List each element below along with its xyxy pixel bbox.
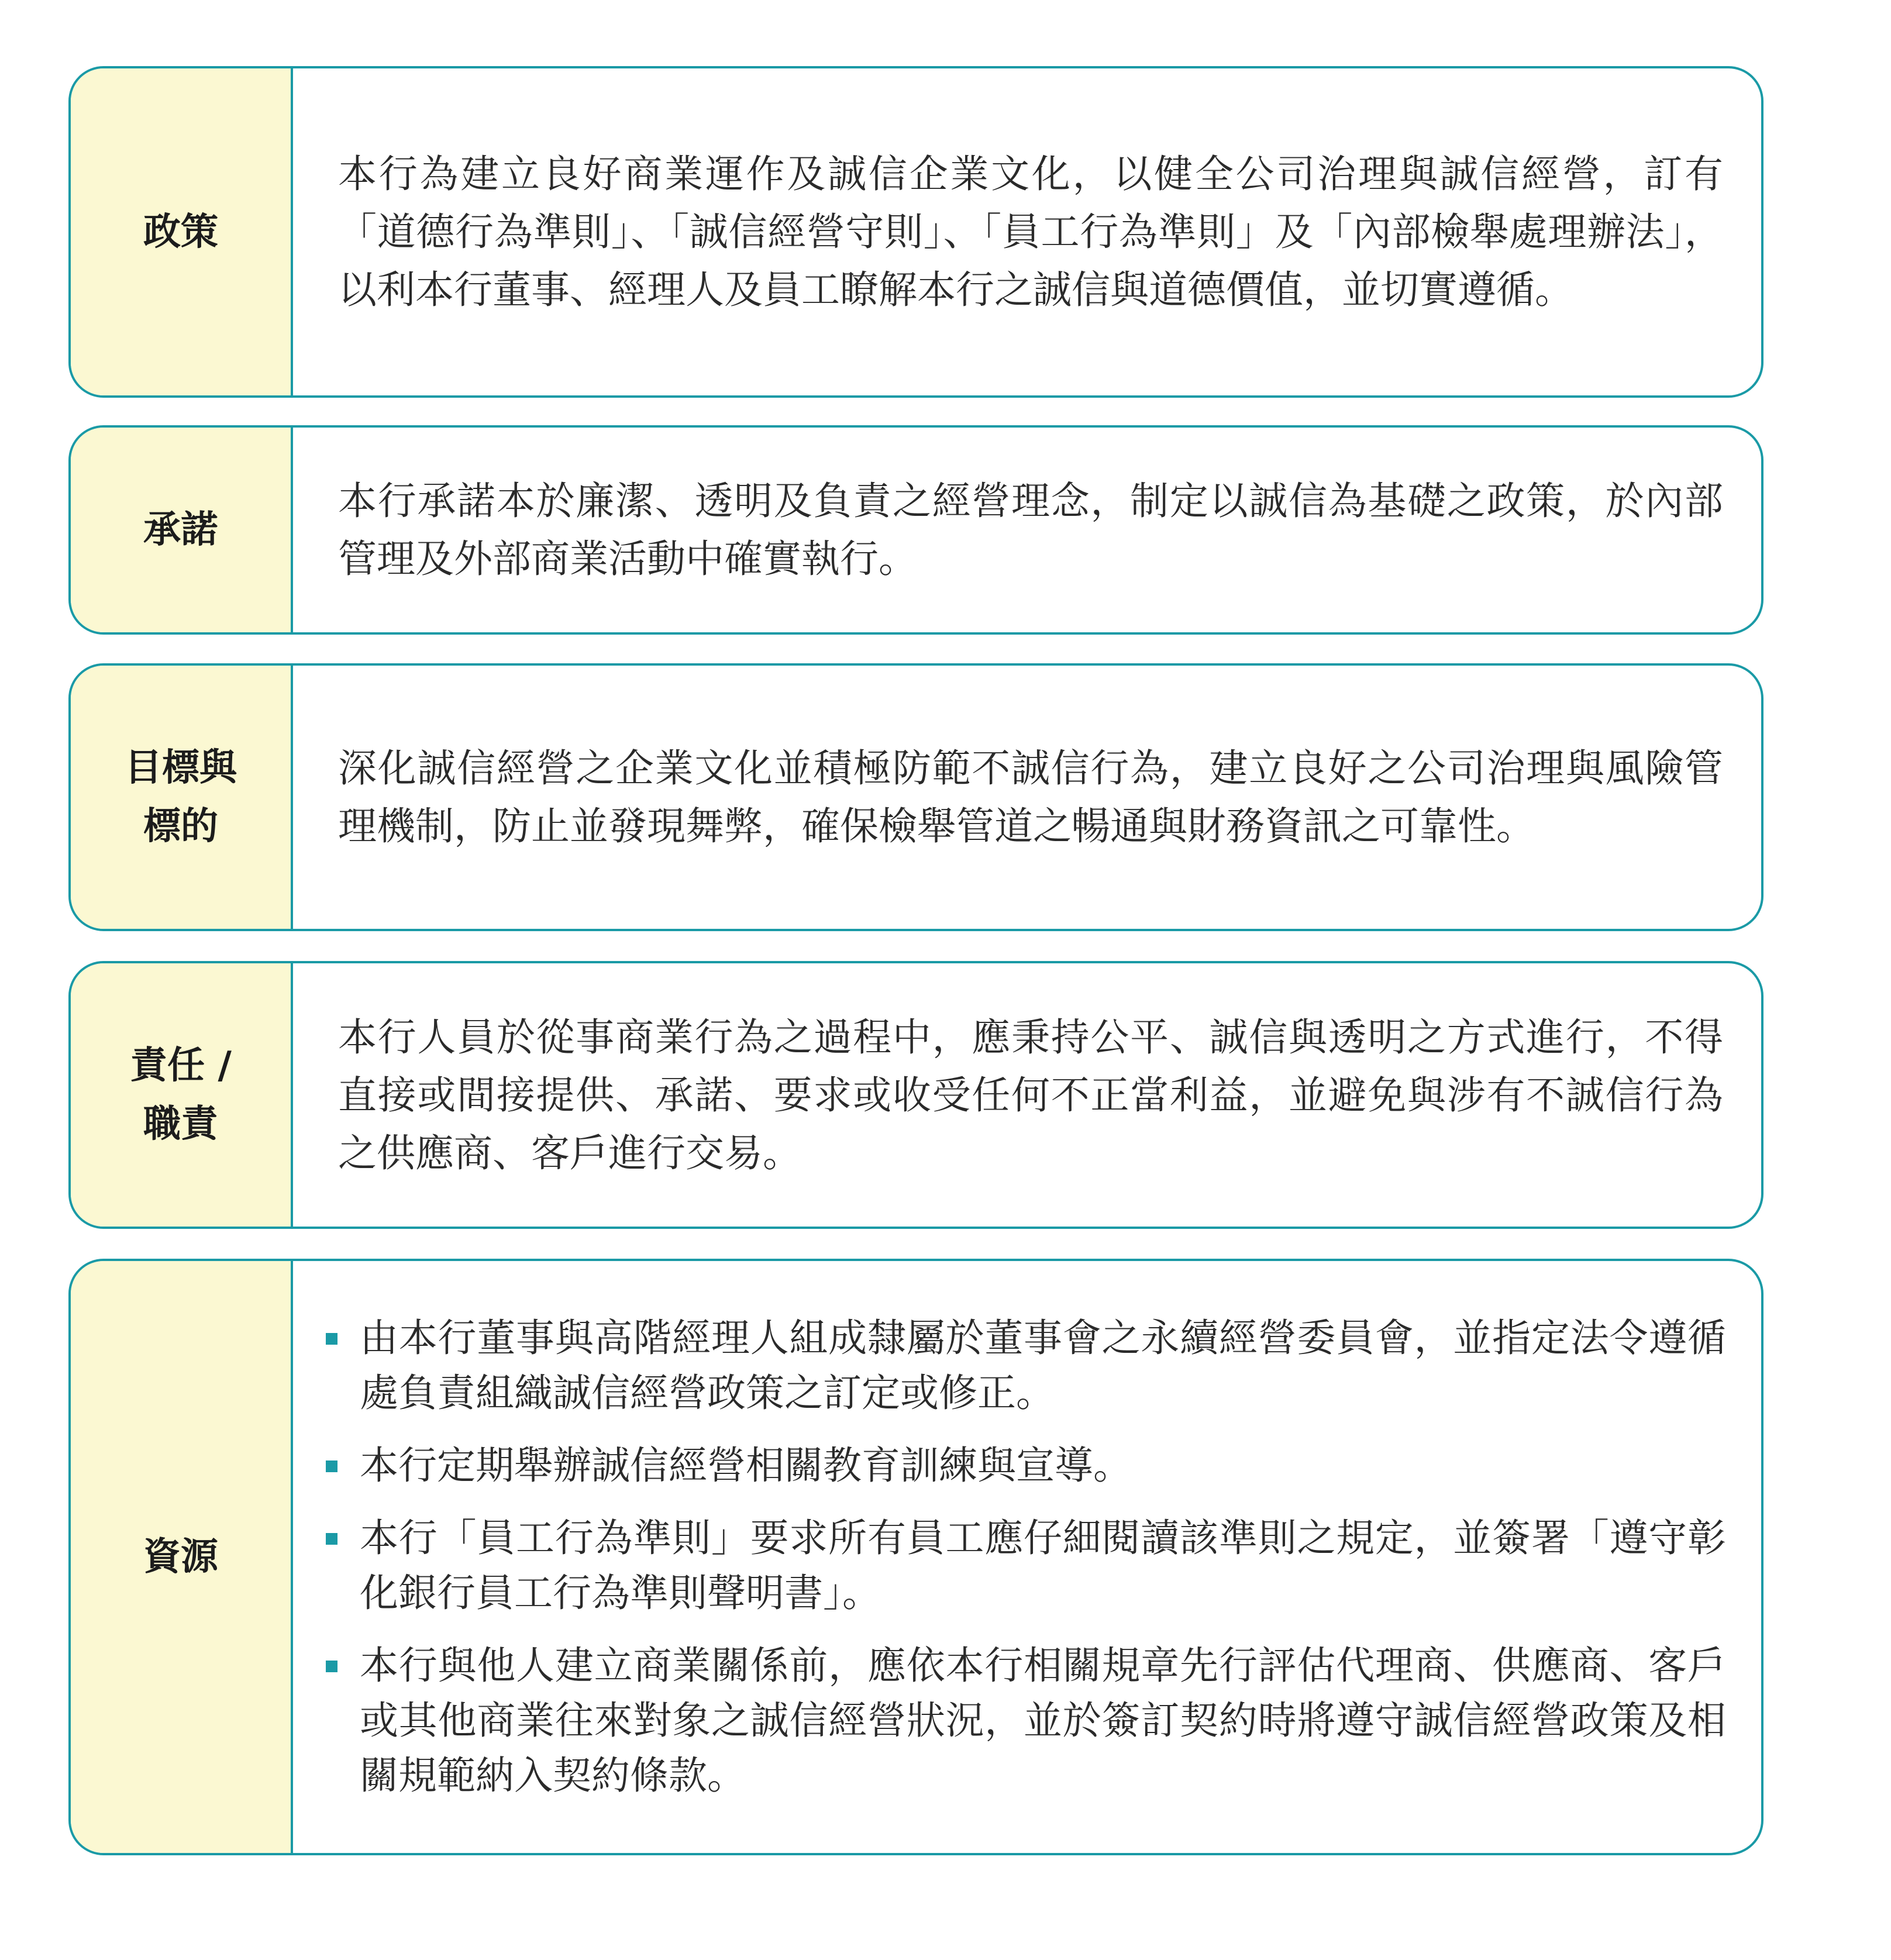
section-body-cell bbox=[293, 666, 1761, 929]
section-text: 本行承諾本於廉潔、透明及負責之經營理念，制定以誠信為基礎之政策，於內部管理及外部商業活動中確實執行。 bbox=[338, 478, 1723, 581]
square-bullet-icon bbox=[326, 1533, 337, 1545]
list-item bbox=[318, 1511, 1726, 1621]
section-label: 責任 / 職責 bbox=[130, 1044, 232, 1146]
list-item-text: 本行與他人建立商業關係前，應依本行相關規章先行評估代理商、供應商、客戶或其他商業往來對象之誠信經營狀況，並於簽訂契約時將遵守誠信經營政策及相關規範納入契約條款。 bbox=[360, 1643, 1726, 1798]
square-bullet-icon bbox=[326, 1333, 337, 1345]
list-item-text: 本行定期舉辦誠信經營相關教育訓練與宣導。 bbox=[360, 1443, 1132, 1488]
square-bullet-icon bbox=[326, 1661, 337, 1672]
section-label: 目標與 標的 bbox=[125, 746, 237, 848]
list-item-text: 本行「員工行為準則」要求所有員工應仔細閱讀該準則之規定，並簽署「遵守彰化銀行員工行為準則聲明書」。 bbox=[360, 1515, 1726, 1615]
resource-list bbox=[318, 1311, 1726, 1803]
section-resources bbox=[68, 1259, 1763, 1855]
section-label: 資源 bbox=[143, 1535, 218, 1579]
square-bullet-icon bbox=[326, 1460, 337, 1472]
section-label-cell bbox=[71, 68, 293, 395]
section-label-cell bbox=[71, 666, 293, 929]
section-goals bbox=[68, 663, 1763, 931]
section-body-cell bbox=[293, 963, 1761, 1227]
section-body-cell bbox=[293, 1261, 1761, 1853]
section-responsibility bbox=[68, 961, 1763, 1229]
section-label: 政策 bbox=[143, 210, 218, 254]
section-label: 承諾 bbox=[143, 508, 218, 552]
section-label-cell bbox=[71, 963, 293, 1227]
section-policy bbox=[68, 66, 1763, 398]
section-body-cell bbox=[293, 428, 1761, 632]
section-body-cell bbox=[293, 68, 1761, 395]
list-item bbox=[318, 1638, 1726, 1803]
list-item-text: 由本行董事與高階經理人組成隸屬於董事會之永續經營委員會，並指定法令遵循處負責組織誠信經營政策之訂定或修正。 bbox=[360, 1315, 1726, 1415]
section-text: 深化誠信經營之企業文化並積極防範不誠信行為，建立良好之公司治理與風險管理機制，防止並發現舞弊，確保檢舉管道之暢通與財務資訊之可靠性。 bbox=[338, 746, 1723, 849]
section-text: 本行人員於從事商業行為之過程中，應秉持公平、誠信與透明之方式進行，不得直接或間接提供、承諾、要求或收受任何不正當利益，並避免與涉有不誠信行為之供應商、客戶進行交易。 bbox=[338, 1014, 1723, 1176]
section-label-cell bbox=[71, 1261, 293, 1853]
list-item bbox=[318, 1438, 1726, 1493]
section-text: 本行為建立良好商業運作及誠信企業文化，以健全公司治理與誠信經營，訂有「道德行為準則」、「誠信經營守則」、「員工行為準則」及「內部檢舉處理辦法」，以利本行董事、經理人及員工瞭解本行之誠信與道德價值，並切實遵循。 bbox=[338, 151, 1723, 312]
section-label-cell bbox=[71, 428, 293, 632]
section-commitment bbox=[68, 425, 1763, 635]
list-item bbox=[318, 1311, 1726, 1421]
